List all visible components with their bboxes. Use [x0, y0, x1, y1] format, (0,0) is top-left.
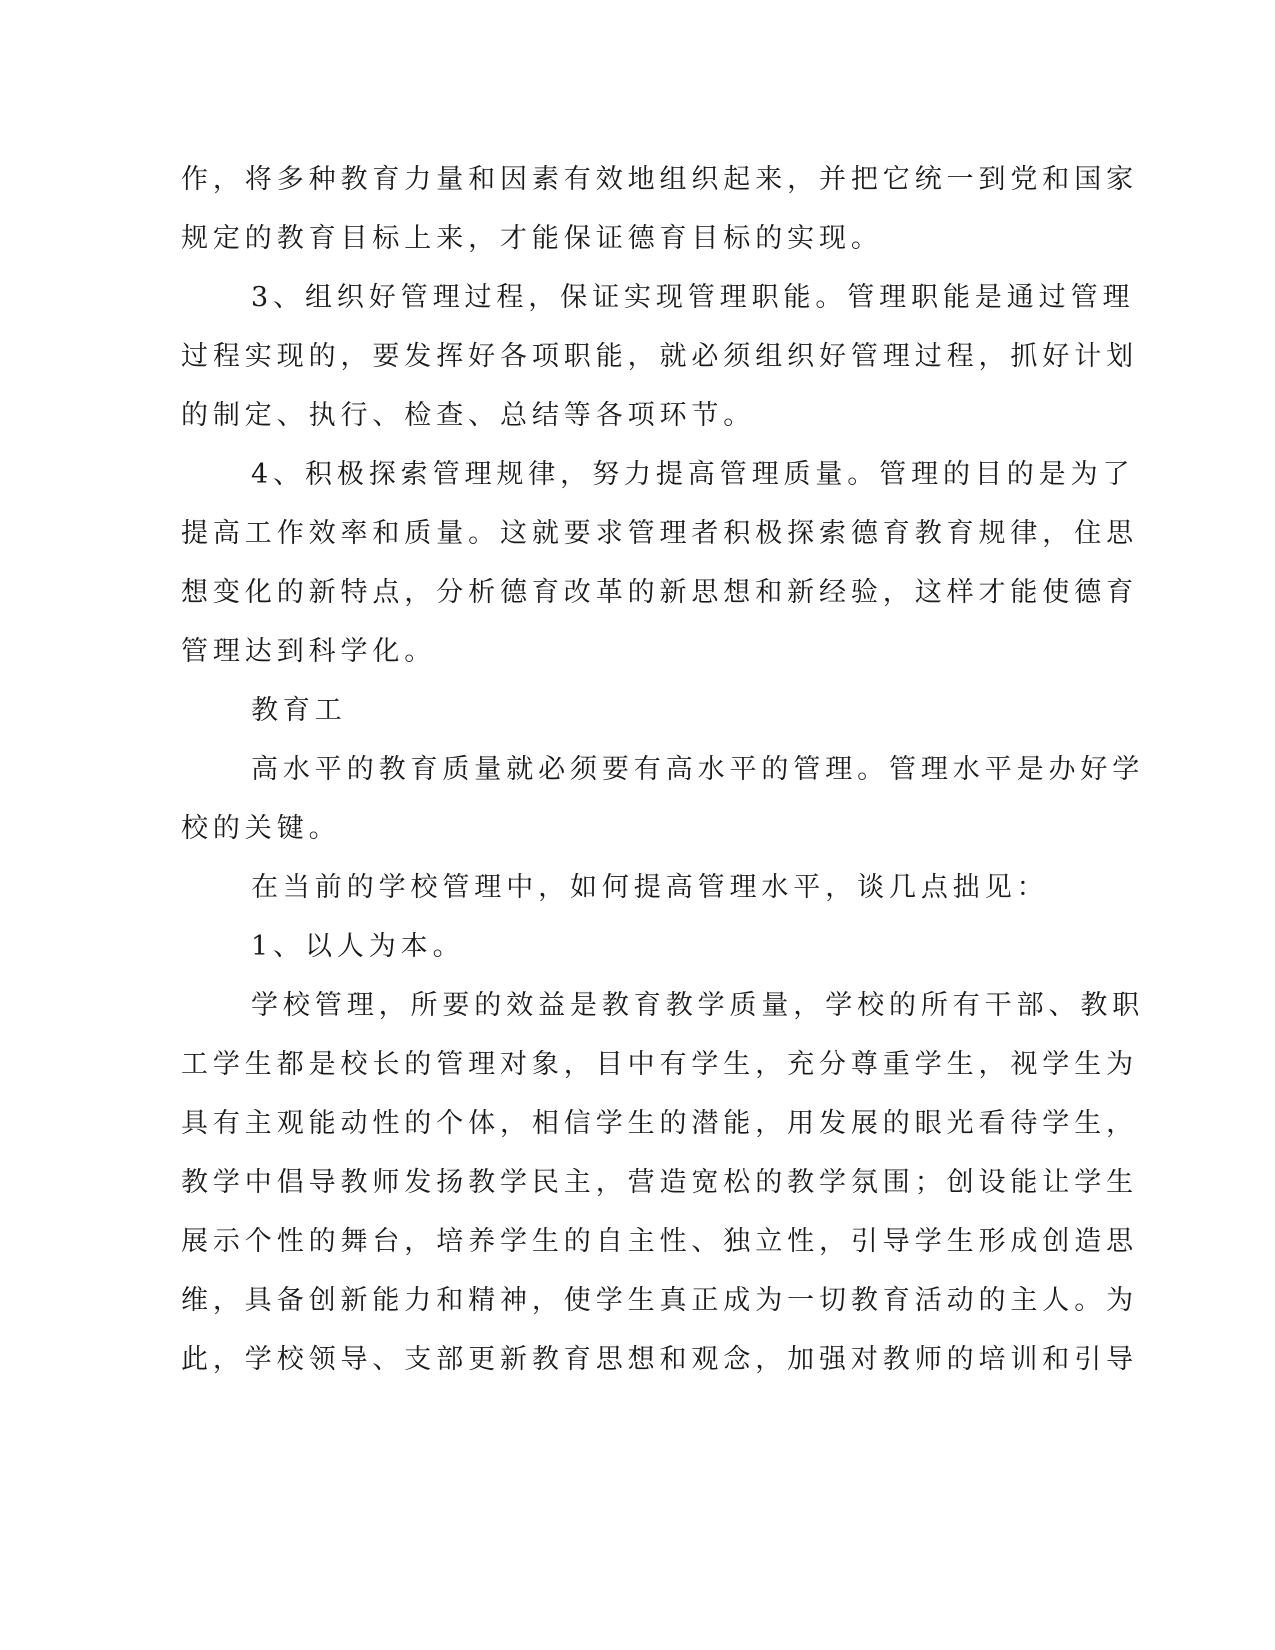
- paragraph-start-line: 高水平的教育质量就必须要有高水平的管理。管理水平是办好学: [251, 754, 1145, 785]
- text-line: 校的关键。: [181, 813, 341, 844]
- text-line: 维，具备创新能力和精神，使学生真正成为一切教育活动的主人。为: [181, 1285, 1138, 1316]
- text-line: 工学生都是校长的管理对象，目中有学生，充分尊重学生，视学生为: [181, 1049, 1138, 1080]
- text-line: 想变化的新特点，分析德育改革的新思想和新经验，这样才能使德育: [181, 577, 1138, 608]
- section-heading-line: 教育工: [251, 695, 347, 726]
- text-line: 管理达到科学化。: [181, 636, 437, 667]
- text-line: 具有主观能动性的个体，相信学生的潜能，用发展的眼光看待学生，: [181, 1108, 1138, 1139]
- paragraph-start-line: 3、组织好管理过程，保证实现管理职能。管理职能是通过管理: [251, 282, 1135, 313]
- text-line: 过程实现的，要发挥好各项职能，就必须组织好管理过程，抓好计划: [181, 341, 1138, 372]
- paragraph-start-line: 在当前的学校管理中，如何提高管理水平，谈几点拙见：: [251, 872, 1049, 903]
- list-heading-line: 1、以人为本。: [251, 931, 465, 962]
- text-line: 此，学校领导、支部更新教育思想和观念，加强对教师的培训和引导: [181, 1344, 1138, 1375]
- text-line: 教学中倡导教师发扬教学民主，营造宽松的教学氛围；创设能让学生: [181, 1167, 1138, 1198]
- paragraph-start-line: 学校管理，所要的效益是教育教学质量，学校的所有干部、教职: [251, 990, 1145, 1021]
- text-line: 提高工作效率和质量。这就要求管理者积极探索德育教育规律，住思: [181, 518, 1138, 549]
- text-line: 作，将多种教育力量和因素有效地组织起来，并把它统一到党和国家: [181, 164, 1138, 195]
- text-line: 的制定、执行、检查、总结等各项环节。: [181, 400, 756, 431]
- text-line: 展示个性的舞台，培养学生的自主性、独立性，引导学生形成创造思: [181, 1226, 1138, 1257]
- paragraph-start-line: 4、积极探索管理规律，努力提高管理质量。管理的目的是为了: [251, 459, 1135, 490]
- text-line: 规定的教育目标上来，才能保证德育目标的实现。: [181, 223, 883, 254]
